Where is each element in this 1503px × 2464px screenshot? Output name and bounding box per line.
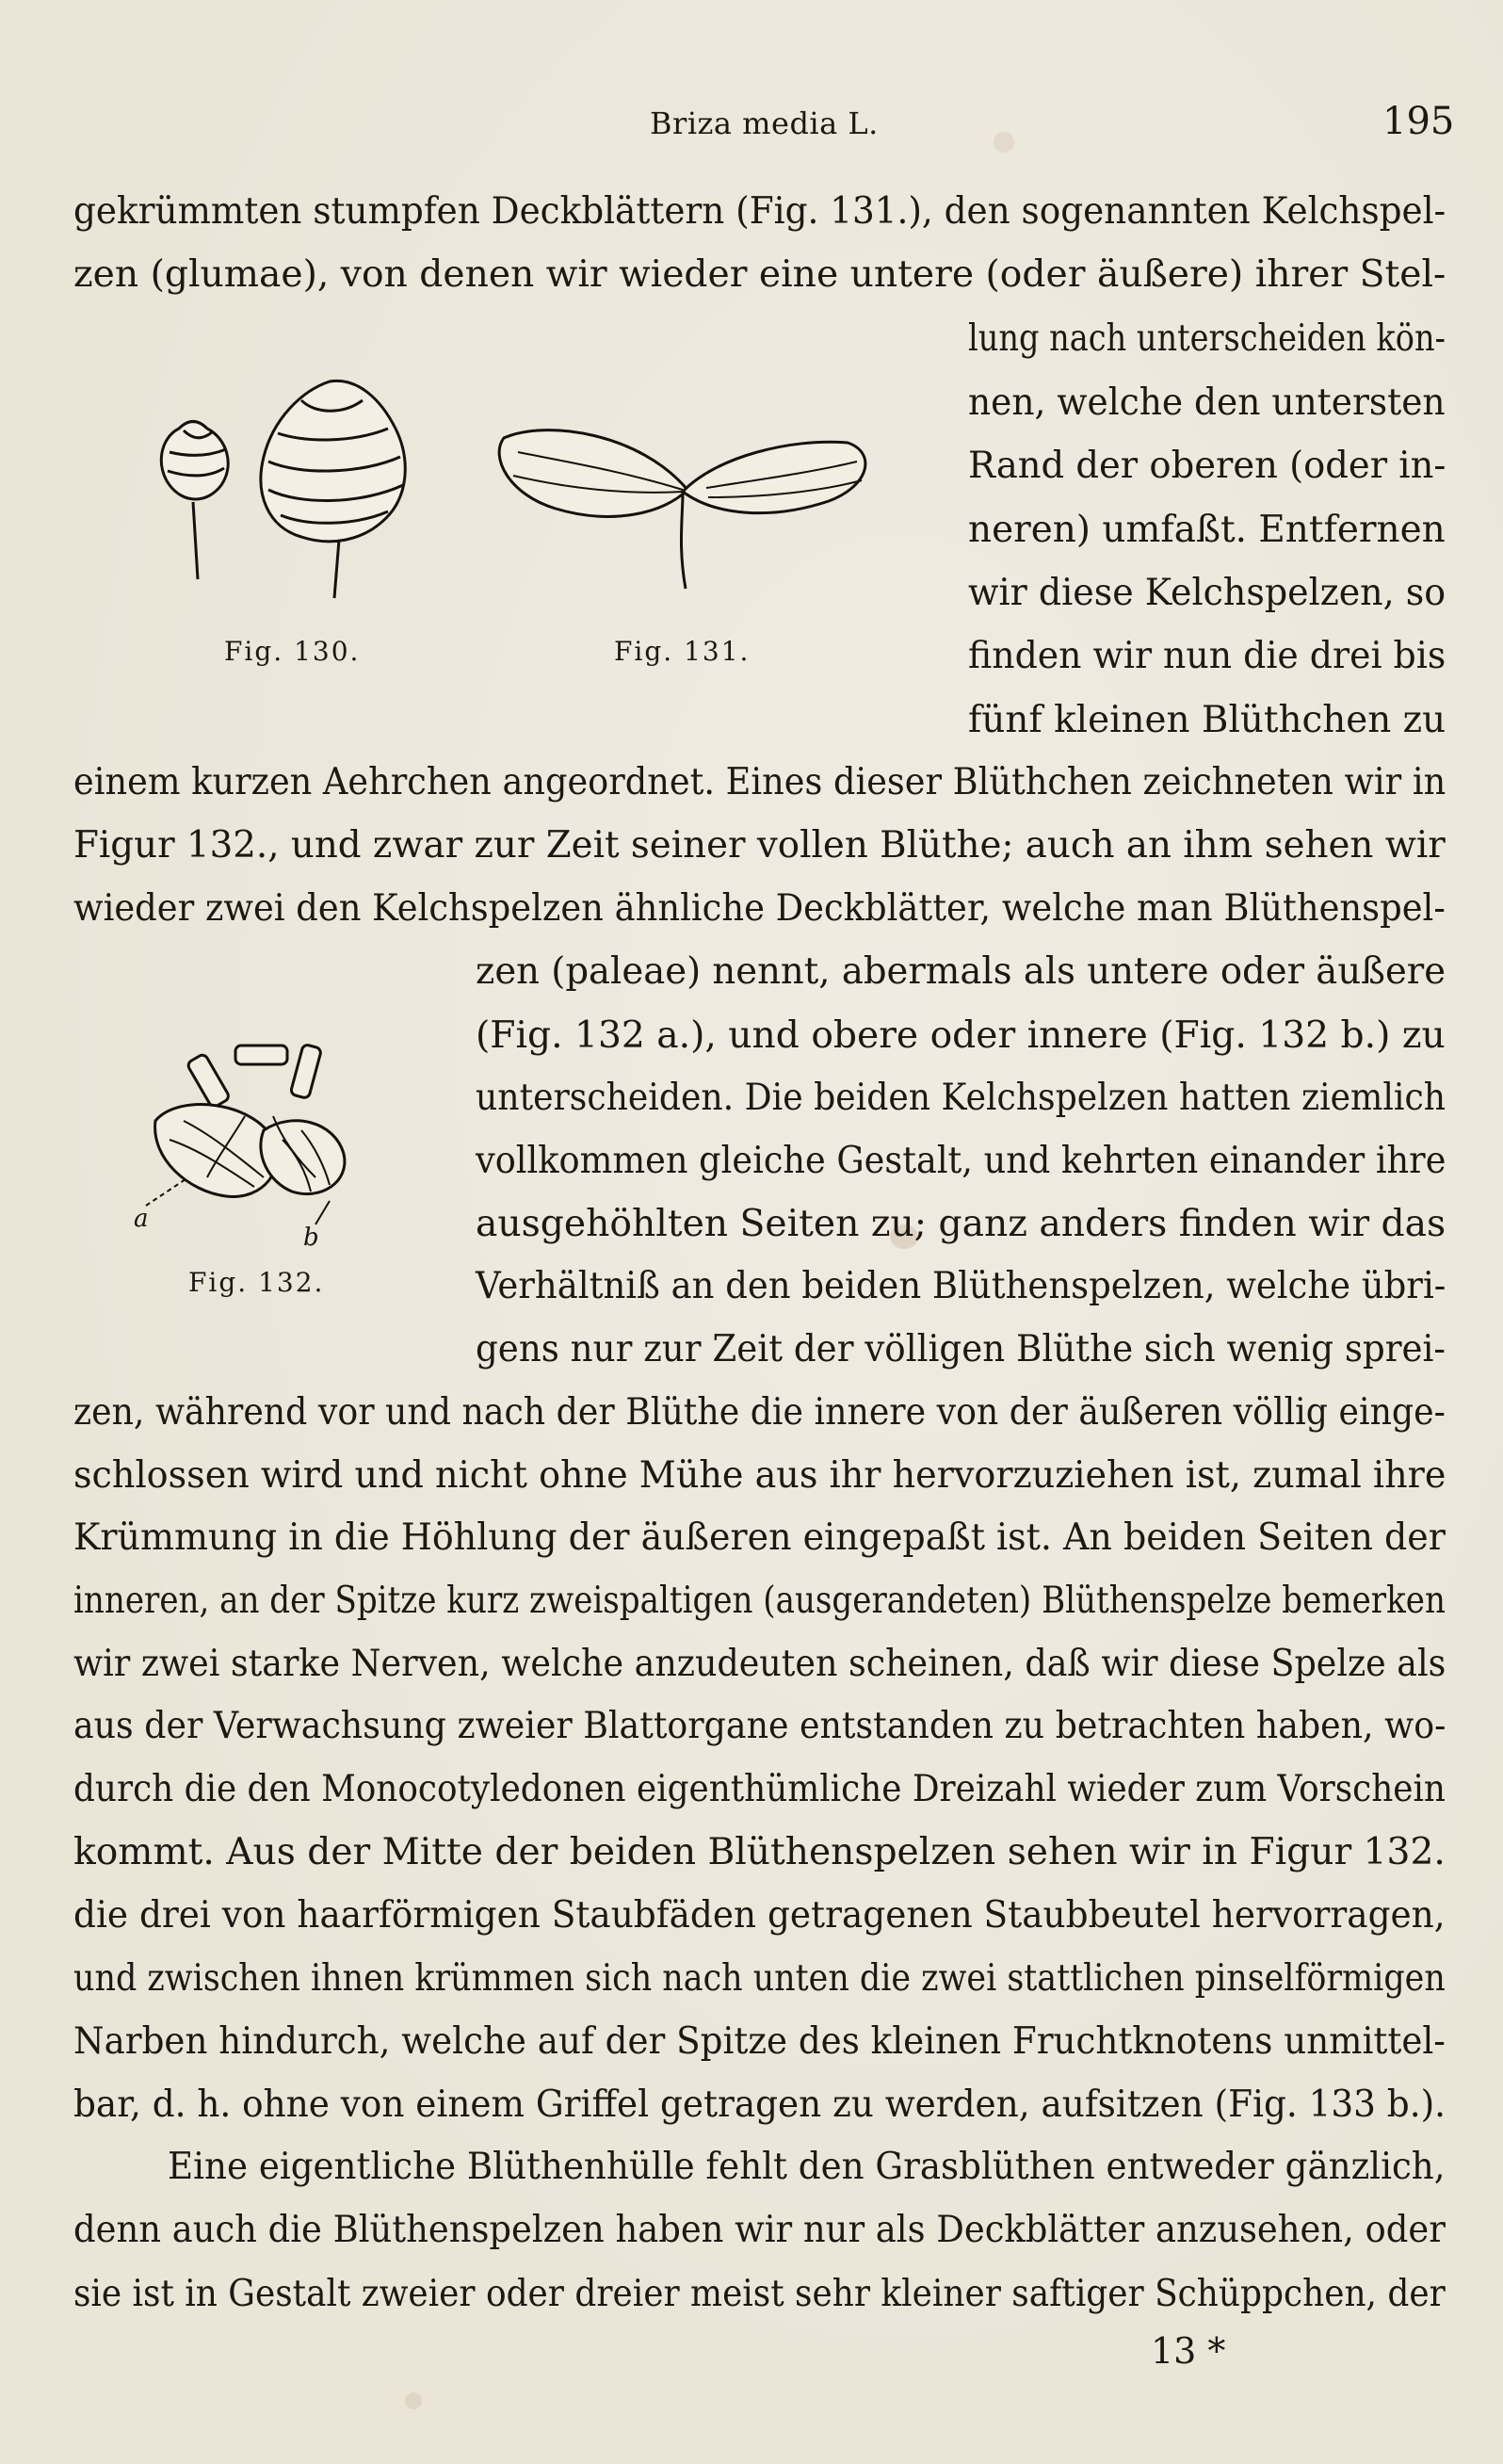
text-line: nen, welche den untersten	[968, 381, 1446, 424]
fig-132-illustration	[132, 1036, 386, 1253]
fig-132-caption: Fig. 132.	[188, 1267, 325, 1298]
text-line: fünf kleinen Blüthchen zu	[968, 699, 1446, 741]
text-line: Verhältniß an den beiden Blüthenspelzen, welche übri-	[476, 1265, 1446, 1307]
text-line: denn auch die Blüthenspelzen haben wir nur als Deckblätter anzusehen, oder	[73, 2209, 1446, 2251]
text-line: inneren, an der Spitze kurz zweispaltigen (ausgerandeten) Blüthenspelze bemerken	[73, 1580, 1446, 1622]
text-line: Narben hindurch, welche auf der Spitze des kleinen Fruchtknotens unmittel-	[73, 2020, 1446, 2063]
page-number: 195	[1382, 100, 1455, 143]
text-line: und zwischen ihnen krümmen sich nach unten die zwei stattlichen pinselförmigen	[73, 1957, 1446, 2000]
text-line: zen, während vor und nach der Blüthe die innere von der äußeren völlig einge-	[73, 1391, 1446, 1434]
fig-132-mark-a: a	[134, 1205, 149, 1233]
text-line: zen (paleae) nennt, abermals als untere oder äußere	[476, 950, 1446, 993]
text-line: gens nur zur Zeit der völligen Blüthe sich wenig sprei-	[476, 1328, 1446, 1370]
text-line: lung nach unterscheiden kön-	[968, 317, 1446, 360]
text-line: finden wir nun die drei bis	[968, 635, 1446, 677]
paper-stain	[405, 2392, 422, 2409]
text-line: gekrümmten stumpfen Deckblättern (Fig. 131.), den sogenannten Kelchspel-	[73, 190, 1446, 233]
text-line: schlossen wird und nicht ohne Mühe aus ihr hervorzuziehen ist, zumal ihre	[73, 1454, 1446, 1497]
fig-131-illustration	[490, 414, 885, 603]
text-line: ausgehöhlten Seiten zu; ganz anders finden wir das	[476, 1203, 1446, 1245]
text-line: aus der Verwachsung zweier Blattorgane entstanden zu betrachten haben, wo-	[73, 1705, 1446, 1747]
text-line: zen (glumae), von denen wir wieder eine untere (oder äußere) ihrer Stel-	[73, 253, 1446, 296]
fig-132-mark-b: b	[303, 1224, 319, 1252]
text-line: Rand der oberen (oder in-	[968, 445, 1446, 487]
small-spikelet	[161, 422, 228, 500]
text-line: (Fig. 132 a.), und obere oder innere (Fig. 132 b.) zu	[476, 1014, 1446, 1057]
text-line: Figur 132., und zwar zur Zeit seiner vollen Blüthe; auch an ihm sehen wir	[73, 824, 1446, 867]
text-line: sie ist in Gestalt zweier oder dreier meist sehr kleiner saftiger Schüppchen, der	[73, 2273, 1446, 2315]
fig-131-caption: Fig. 131.	[614, 636, 751, 667]
signature-mark: 13 *	[1151, 2330, 1226, 2372]
text-line: Krümmung in die Höhlung der äußeren eingepaßt ist. An beiden Seiten der	[73, 1516, 1446, 1559]
text-line: wir diese Kelchspelzen, so	[968, 572, 1446, 614]
text-line: neren) umfaßt. Entfernen	[968, 509, 1446, 551]
outer-palea	[155, 1105, 278, 1197]
text-line: unterscheiden. Die beiden Kelchspelzen hatten ziemlich	[476, 1077, 1446, 1119]
text-line: wir zwei starke Nerven, welche anzudeuten scheinen, daß wir diese Spelze als	[73, 1643, 1446, 1685]
text-line: wieder zwei den Kelchspelzen ähnliche Deckblätter, welche man Blüthenspel-	[73, 887, 1446, 930]
text-line: einem kurzen Aehrchen angeordnet. Eines dieser Blüthchen zeichneten wir in	[73, 761, 1446, 803]
text-line: kommt. Aus der Mitte der beiden Blüthenspelzen sehen wir in Figur 132.	[73, 1831, 1446, 1873]
text-line: Eine eigentliche Blüthenhülle fehlt den Grasblüthen entweder gänzlich,	[168, 2146, 1446, 2188]
paper-stain	[994, 132, 1014, 153]
text-line: bar, d. h. ohne von einem Griffel getragen zu werden, aufsitzen (Fig. 133 b.).	[73, 2083, 1446, 2126]
running-title: Briza media L.	[650, 105, 879, 141]
left-glume	[499, 430, 687, 517]
text-line: durch die den Monocotyledonen eigenthümliche Dreizahl wieder zum Vorschein	[73, 1768, 1446, 1810]
fig-130-illustration	[141, 363, 424, 608]
text-line: die drei von haarförmigen Staubfäden getragenen Staubbeutel hervorragen,	[73, 1894, 1446, 1937]
text-line: vollkommen gleiche Gestalt, und kehrten einander ihre	[476, 1140, 1446, 1182]
fig-130-caption: Fig. 130.	[224, 636, 361, 667]
